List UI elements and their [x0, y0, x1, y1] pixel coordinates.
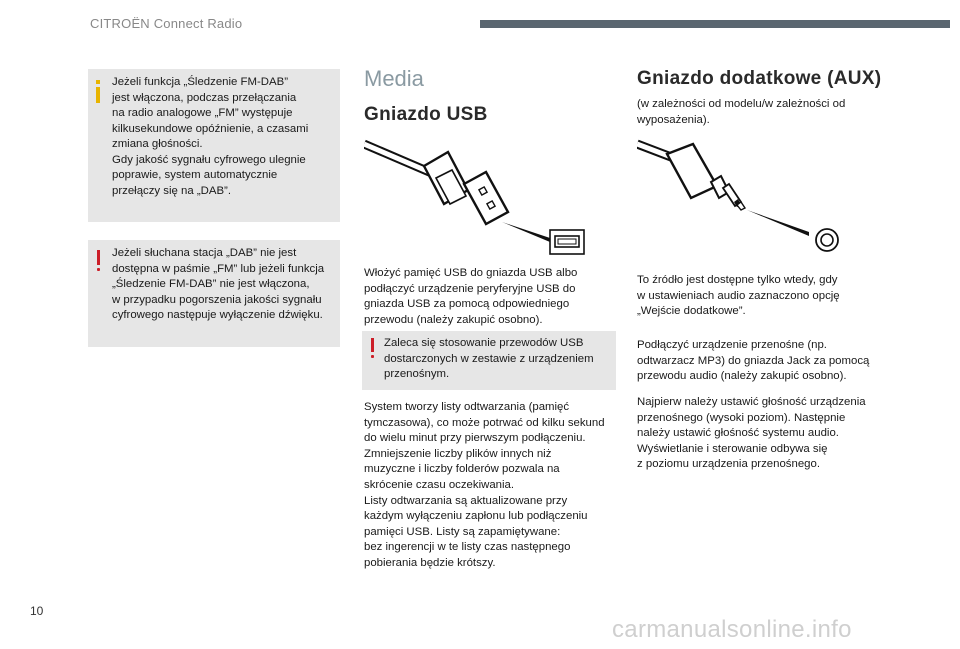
usb-body-line: bez ingerencji w te listy czas następnego: [364, 541, 571, 554]
aux-illustration: [637, 136, 857, 256]
usb-intro-line: Włożyć pamięć USB do gniazda USB albo: [364, 267, 578, 279]
aux-p2-line: przewodu audio (należy zakupić osobno).: [637, 370, 847, 383]
usb-intro-line: podłączyć urządzenie peryferyjne USB do: [364, 282, 576, 295]
note-line: Jeżeli funkcja „Śledzenie FM-DAB”: [112, 76, 288, 88]
page-number: 10: [30, 604, 44, 618]
note-line: przełączy się na „DAB”.: [112, 184, 232, 197]
aux-p2-line: Podłączyć urządzenie przenośne (np.: [637, 339, 827, 351]
note-line: Zaleca się stosowanie przewodów USB: [384, 337, 584, 349]
note-line: zmiana głośności.: [112, 138, 203, 150]
note-line: przenośnym.: [384, 368, 450, 380]
document-header-title: CITROËN Connect Radio: [90, 16, 243, 31]
note-line: jest włączona, podczas przełączania: [112, 91, 297, 104]
usb-warning-note: [362, 331, 616, 390]
usb-port-icon: [550, 230, 584, 254]
usb-body-line: System tworzy listy odtwarzania (pamięć: [364, 401, 570, 413]
warning-icon-dot: [97, 268, 100, 271]
usb-body-line: do wielu minut przy pierwszym podłączeniu.: [364, 432, 586, 445]
usb-illustration: [364, 138, 594, 260]
note-line: poprawie, system automatycznie: [112, 169, 278, 181]
note-line: kilkusekundowe opóźnienie, a czasami: [112, 122, 309, 135]
note-line: Gdy jakość sygnału cyfrowego ulegnie: [112, 153, 306, 166]
aux-p1-line: „Wejście dodatkowe”.: [637, 305, 746, 318]
aux-p2-line: odtwarzacz MP3) do gniazda Jack za pomocą: [637, 354, 870, 367]
aux-p3-line: należy ustawić głośność systemu audio.: [637, 427, 839, 440]
usb-heading: Gniazdo USB: [364, 104, 488, 125]
usb-body-line: muzyczne i liczby folderów pozwala na: [364, 463, 560, 476]
note-line: Jeżeli słuchana stacja „DAB” nie jest: [112, 247, 297, 259]
aux-p3-line: Wyświetlanie i sterowanie odbywa się: [637, 442, 828, 455]
note-line: dostępna w paśmie „FM” lub jeżeli funkcja: [112, 262, 325, 275]
aux-p3-line: przenośnego (wysoki poziom). Następnie: [637, 411, 846, 424]
warning-note: [88, 240, 340, 347]
warning-icon: [371, 338, 374, 352]
note-line: dostarczonych w zestawie z urządzeniem: [384, 352, 594, 365]
note-line: w przypadku pogorszenia jakości sygnału: [112, 293, 322, 306]
aux-heading: Gniazdo dodatkowe (AUX): [637, 68, 882, 89]
usb-plug-icon: [364, 144, 508, 224]
note-line: na radio analogowe „FM” występuje: [112, 107, 293, 119]
info-icon: [96, 80, 100, 84]
info-icon-bar: [96, 87, 100, 103]
usb-intro-line: gniazda USB za pomocą odpowiedniego: [364, 298, 570, 311]
warning-icon: [97, 250, 100, 265]
usb-body-line: skrócenie czasu oczekiwania.: [364, 478, 515, 491]
aux-p3-line: z poziomu urządzenia przenośnego.: [637, 458, 820, 471]
usb-body-line: Listy odtwarzania są aktualizowane przy: [364, 494, 568, 507]
jack-plug-icon: [637, 144, 745, 210]
warning-icon-dot: [371, 355, 374, 358]
aux-intro-line: wyposażenia).: [637, 113, 710, 126]
aux-p3-line: Najpierw należy ustawić głośność urządzenia: [637, 396, 866, 408]
usb-body-line: każdym wyłączeniu zapłonu lub podłączeniu: [364, 510, 588, 523]
aux-p1-line: w ustawieniach audio zaznaczono opcję: [637, 289, 840, 302]
watermark: carmanualsonline.info: [612, 616, 852, 643]
usb-body-line: tymczasowa), co może potrwać od kilku sekund: [364, 416, 605, 429]
usb-intro-line: przewodu (należy zakupić osobno).: [364, 313, 543, 326]
note-line: cyfrowego następuje wyłączenie dźwięku.: [112, 309, 323, 321]
aux-p1-line: To źródło jest dostępne tylko wtedy, gdy: [637, 274, 838, 286]
usb-body-line: pamięci USB. Listy są zapamiętywane:: [364, 525, 561, 538]
usb-body-line: pobierania będzie krótszy.: [364, 556, 496, 569]
jack-socket-icon: [816, 229, 838, 251]
note-line: „Śledzenie FM-DAB” nie jest włączona,: [112, 278, 310, 290]
media-heading: Media: [364, 66, 424, 91]
info-note: [88, 69, 340, 222]
header-rule: [480, 20, 950, 28]
aux-intro-line: (w zależności od modelu/w zależności od: [637, 98, 846, 110]
usb-body-line: Zmniejszenie liczby plików innych niż: [364, 447, 552, 460]
